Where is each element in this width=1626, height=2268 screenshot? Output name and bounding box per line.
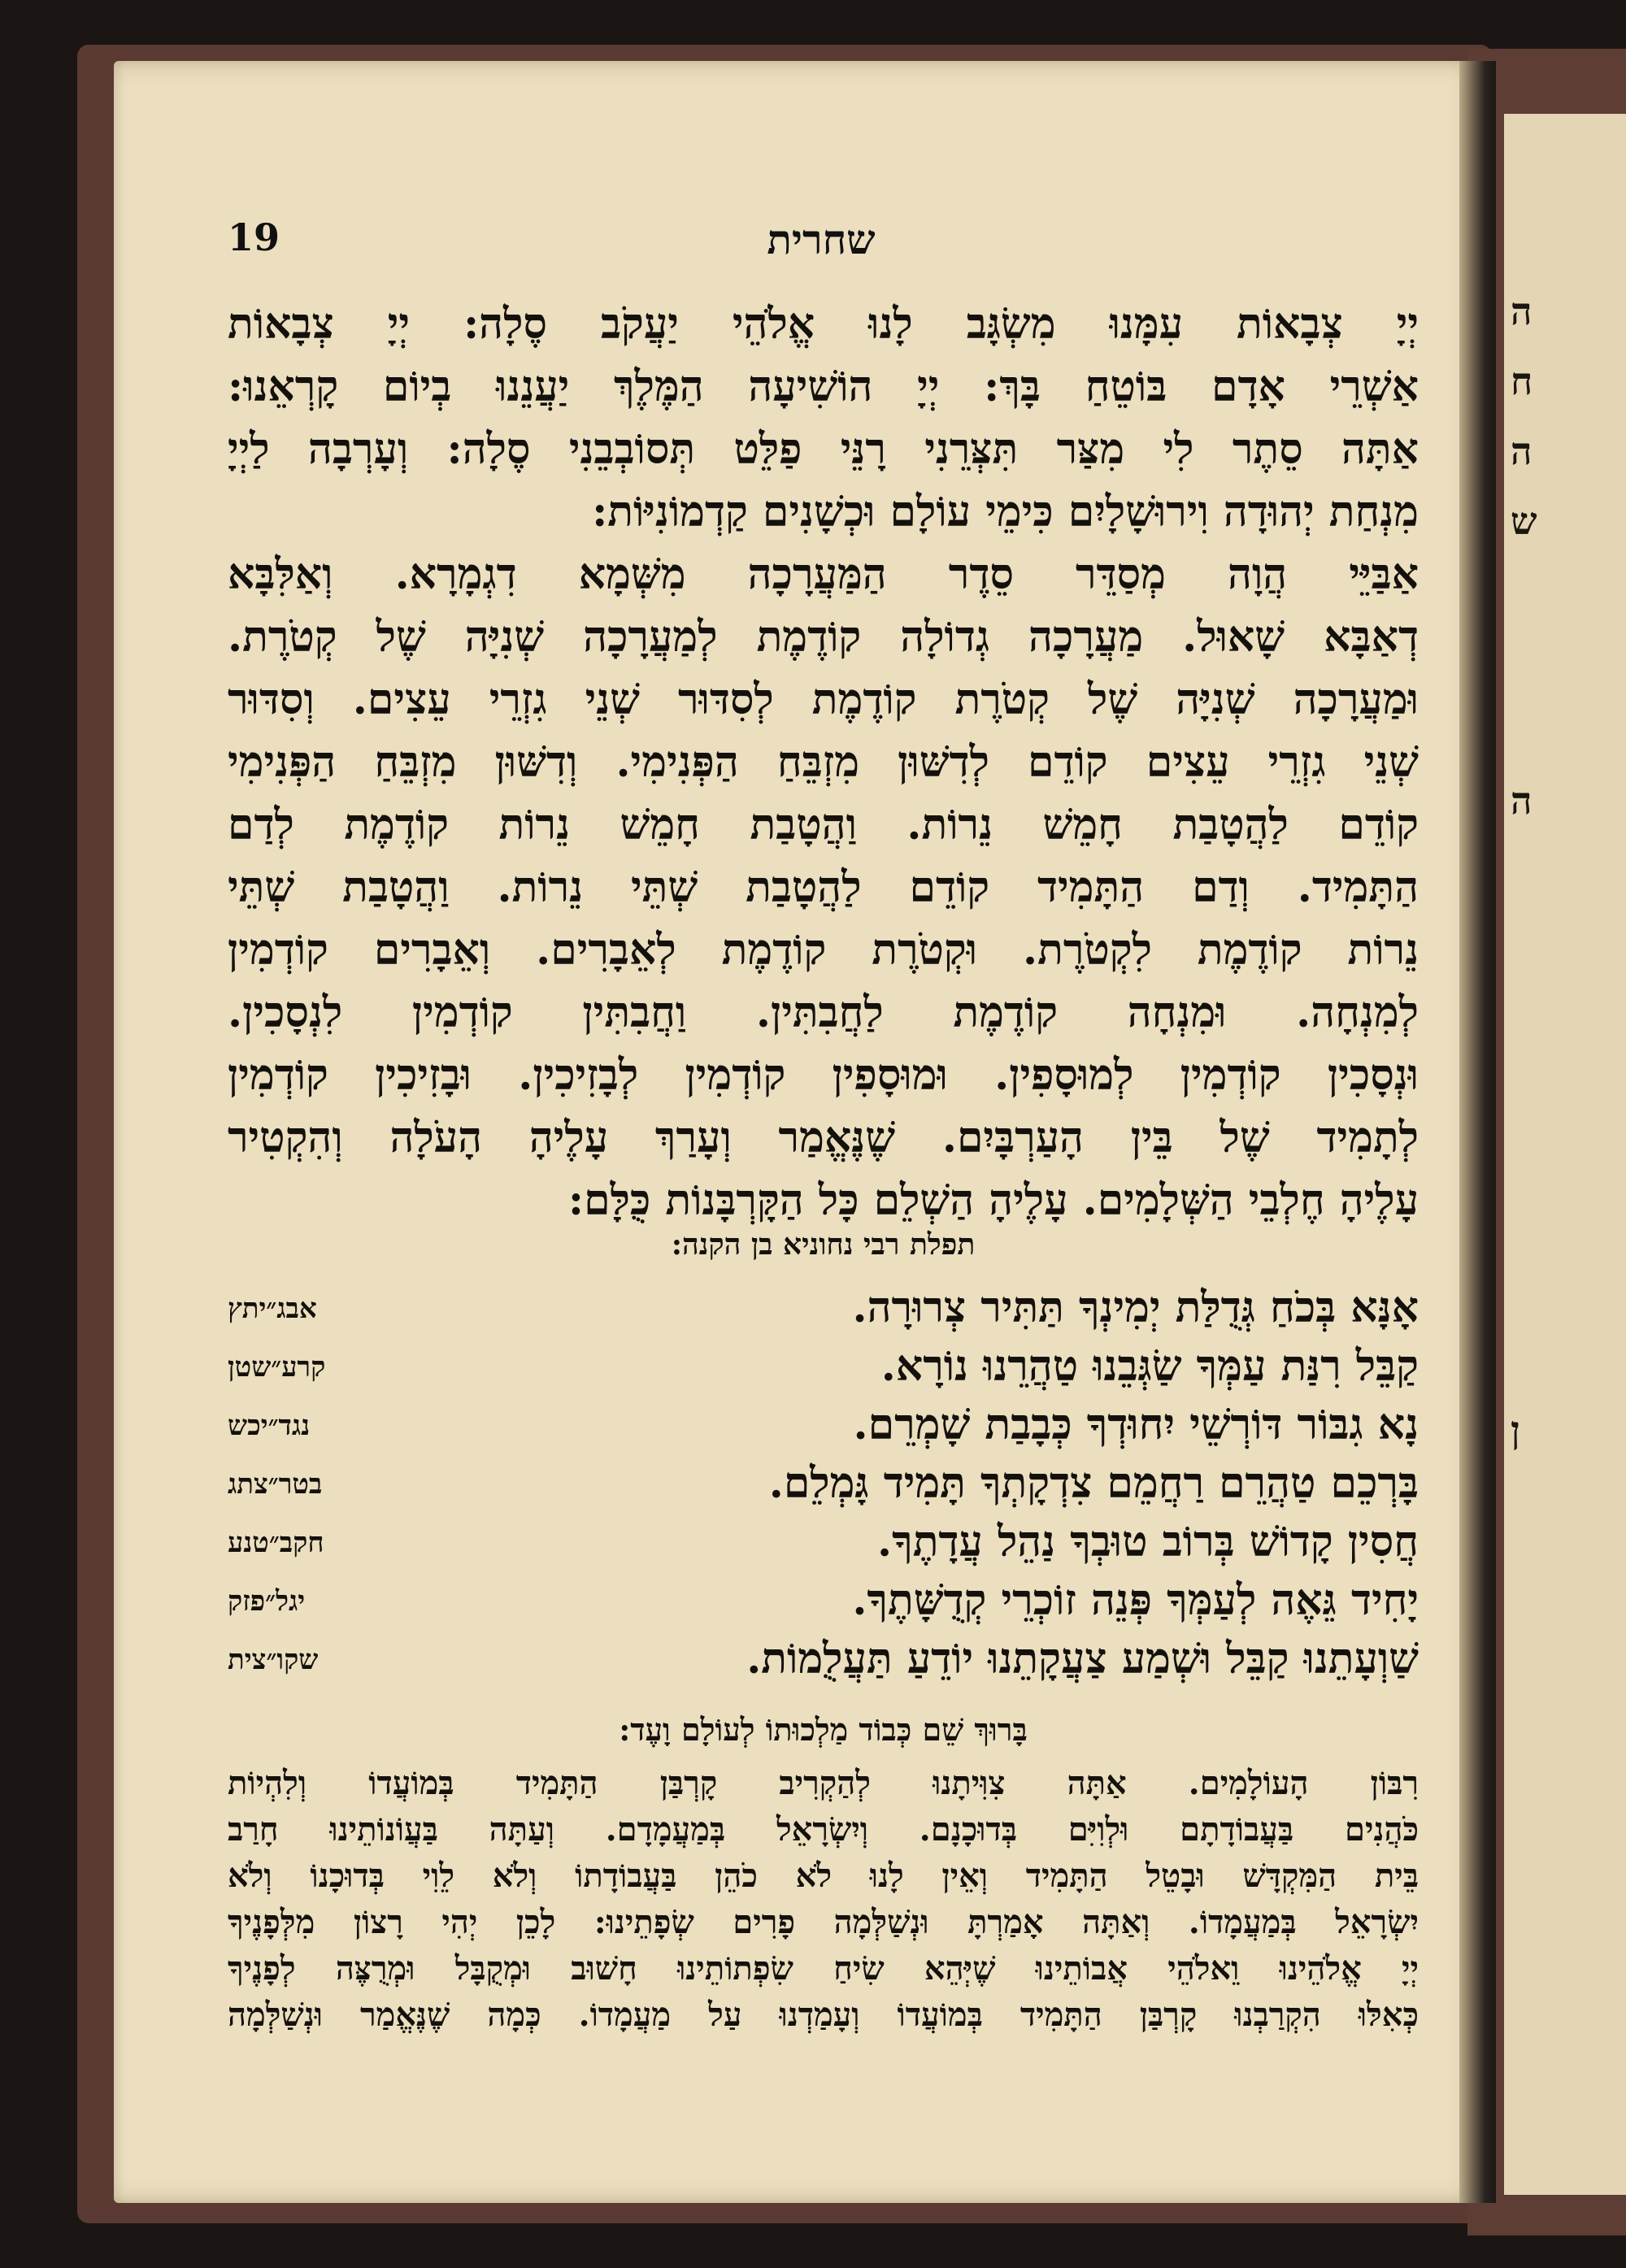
text-line-small: יִשְׂרָאֵל בְּמַעֲמָדוֹ. וְאַתָּה אָמַרְתָּ וּנְשַׁלְּמָה פָרִים שְׂפָתֵינוּ: לָכֵן יְהִי רָצוֹן מִלְּפָנֶיךָ (228, 1903, 1419, 1941)
facing-fragment (1511, 1884, 1626, 1954)
text-line-small: בֵּית הַמִּקְדָּשׁ וּבָטֵל הַתָּמִיד וְאֵין לָנוּ לֹא כֹהֵן בַּעֲבוֹדָתוֹ וְלֹא לֵוִי בְּדוּכָנוֹ וְלֹא (228, 1857, 1419, 1895)
text-line-small: כֹּהֲנִים בַּעֲבוֹדָתָם וּלְוִיִּם בְּדוּכָנָם. וְיִשְׂרָאֵל בְּמַעֲמָדָם. וְעַתָּה בַּעֲוֹנוֹתֵינוּ חָרַב (228, 1810, 1419, 1849)
text-line: עָלֶיהָ חֶלְבֵי הַשְּׁלָמִים. עָלֶיהָ הַשְׁלֵם כָּל הַקָּרְבָּנוֹת כֻּלָּם: (567, 1175, 1419, 1225)
small-text-block (228, 1760, 1419, 2038)
facing-fragment (1511, 2024, 1626, 2094)
facing-fragment (1511, 975, 1626, 1045)
text-line: לְמִנְחָה. וּמִנְחָה קוֹדֶמֶת לַחֲבִתִּין. וַחֲבִתִּין קוֹדְמִין לִנְסָכִין. (228, 988, 1419, 1037)
page-number: 19 (228, 215, 280, 259)
text-line: הַתָּמִיד. וְדַם הַתָּמִיד קוֹדֵם לַהֲטָבַת שְׁתֵּי נֵרוֹת. וַהֲטָבַת שְׁתֵּי (228, 862, 1419, 912)
text-line: וּנְסָכִין קוֹדְמִין לְמוּסָפִין. וּמוּסָפִין קוֹדְמִין לְבָזִיכִין. וּבָזִיכִין קוֹדְמִין (228, 1050, 1419, 1100)
prayer-verse: שַׁוְעָתֵנוּ קַבֵּל וּשְׁמַע צַעֲקָתֵנוּ יוֹדֵעַ תַּעֲלֻמוֹת. (746, 1634, 1419, 1684)
prayer-verse: בָּרְכֵם טַהֲרֵם רַחֲמֵם צִדְקָתְךָ תָּמִיד גָּמְלֵם. (768, 1458, 1419, 1508)
text-line: אַתָּה סֵתֶר לִי מִצַּר תִּצְּרֵנִי רָנֵּי פַלֵּט תְּסוֹבְבֵנִי סֶלָה: וְעָרְבָה לַיְיָ (228, 424, 1419, 474)
facing-fragment (1511, 1115, 1626, 1185)
facing-fragment (1511, 836, 1626, 906)
prayer-verse: קַבֵּל רִנַּת עַמְּךָ שַׂגְּבֵנוּ טַהֲרֵנוּ נוֹרָא. (880, 1341, 1419, 1391)
facing-fragment: ש (1511, 499, 1537, 543)
main-text-block (228, 293, 1419, 1232)
text-line: דְאַבָּא שָׁאוּל. מַעֲרָכָה גְדוֹלָה קוֹדֶמֶת לְמַעֲרָכָה שְׁנִיָּה שֶׁל קְטֹרֶת. (228, 612, 1419, 662)
facing-fragment (1511, 2094, 1626, 2164)
facing-page (1504, 114, 1626, 2195)
facing-fragment (1511, 1744, 1626, 1814)
facing-fragment (1511, 696, 1626, 766)
prayer-verse: יָחִיד גֵּאֶה לְעַמְּךָ פְּנֵה זוֹכְרֵי קְדֻשָּׁתֶךָ. (852, 1575, 1419, 1625)
prayer-row (228, 1513, 1419, 1571)
prayer-row (228, 1279, 1419, 1337)
text-line: מִנְחַת יְהוּדָה וִירוּשָׁלָיִם כִּימֵי עוֹלָם וּכְשָׁנִים קַדְמוֹנִיּוֹת: (592, 487, 1419, 537)
acronym-label: קרע״שטן (228, 1351, 326, 1384)
text-line: לְתָמִיד שֶׁל בֵּין הָעַרְבָּיִם. שֶׁנֶּאֱמַר וְעָרַךְ עָלֶיהָ הָעֹלָה וְהִקְטִיר (228, 1113, 1419, 1162)
facing-fragment (1511, 1045, 1626, 1115)
book-gutter (1459, 61, 1496, 2203)
facing-fragment (1511, 1535, 1626, 1605)
acronym-label: יגל״פזק (228, 1585, 306, 1618)
text-line-small: רִבּוֹן הָעוֹלָמִים. אַתָּה צִוִּיתָנוּ לְהַקְרִיב קָרְבַּן הַתָּמִיד בְּמוֹעֲדוֹ וְלִהְיוֹת (228, 1764, 1419, 1802)
facing-page-fragments (1504, 114, 1626, 2195)
prayer-verse: חֲסִין קָדוֹשׁ בְּרוֹב טוּבְךָ נַהֵל עֲדָתֶךָ. (877, 1517, 1419, 1566)
facing-fragment (1511, 1814, 1626, 1884)
acronym-label: אבג״יתץ (228, 1293, 317, 1325)
ana-bekoach-prayer (228, 1279, 1419, 1688)
facing-fragment (1511, 2164, 1626, 2195)
page-header (228, 215, 1415, 272)
text-line-small: כְּאִלּוּ הִקְרַבְנוּ קָרְבַּן הַתָּמִיד בְּמוֹעֲדוֹ וְעָמַדְנוּ עַל מַעֲמָדוֹ. כְּמָה שֶׁנֶּאֱמַר וּנְשַׁלְּמָה (228, 1996, 1419, 2034)
acronym-label: חקב״טנע (228, 1527, 324, 1559)
acronym-label: נגד״יכש (228, 1410, 311, 1442)
facing-fragment (1511, 556, 1626, 626)
text-line: יְיָ צְבָאוֹת עִמָּנוּ מִשְׂגָּב לָנוּ אֱלֹהֵי יַעֲקֹב סֶלָה: יְיָ צְבָאוֹת (228, 299, 1419, 349)
facing-fragment: ח (1511, 359, 1533, 403)
text-line-small: יְיָ אֱלֹהֵינוּ וֵאלֹהֵי אֲבוֹתֵינוּ שֶׁיְּהֵא שִׂיחַ שִׂפְתוֹתֵינוּ חָשׁוּב וּמְקֻבָּל וּמְרֻצֶּה לְפָנֶיךָ (228, 1949, 1419, 1988)
text-line: וּמַעֲרָכָה שְׁנִיָּה שֶׁל קְטֹרֶת קוֹדֶמֶת לְסִדּוּר שְׁנֵי גִזְרֵי עֵצִים. וְסִדּוּר (228, 675, 1419, 724)
prayer-row (228, 1454, 1419, 1513)
facing-fragment (1511, 1605, 1626, 1675)
facing-fragment (1511, 1954, 1626, 2024)
text-line: אַבַּיֵּי הֲוָה מְסַדֵּר סֵדֶר הַמַּעֲרָכָה מִשְּׁמָא דִגְמָרָא. וְאַלִּבָּא (228, 550, 1419, 599)
prayer-row (228, 1337, 1419, 1396)
facing-fragment (1511, 1185, 1626, 1255)
acronym-label: שקו״צית (228, 1644, 319, 1676)
text-line: אַשְׁרֵי אָדָם בּוֹטֵחַ בָּךְ: יְיָ הוֹשִׁיעָה הַמֶּלֶךְ יַעֲנֵנוּ בְיוֹם קָרְאֵנוּ: (228, 362, 1419, 411)
text-line: קוֹדֵם לַהֲטָבַת חָמֵשׁ נֵרוֹת. וַהֲטָבַת חָמֵשׁ נֵרוֹת קוֹדֶמֶת לְדַם (228, 800, 1419, 849)
prayer-caption: תפלת רבי נחוניא בן הקנה: (671, 1227, 976, 1262)
facing-fragment: ה (1511, 779, 1533, 823)
facing-fragment (1511, 1465, 1626, 1535)
baruch-shem-line: בָּרוּךְ שֵׁם כְּבוֹד מַלְכוּתוֹ לְעוֹלָם וָעֶד: (619, 1711, 1028, 1748)
prayer-verse: אָנָּא בְּכֹחַ גְּדֻלַּת יְמִינְךָ תַּתִּיר צְרוּרָה. (852, 1283, 1419, 1332)
prayer-row (228, 1630, 1419, 1688)
text-line: שְׁנֵי גִזְרֵי עֵצִים קוֹדֵם לְדִשּׁוּן מִזְבֵּחַ הַפְּנִימִי. וְדִשּׁוּן מִזְבֵּחַ הַפְּנִימִי (228, 737, 1419, 787)
facing-fragment (1511, 1675, 1626, 1744)
prayer-row (228, 1396, 1419, 1454)
prayer-row (228, 1571, 1419, 1630)
facing-fragment: ה (1511, 289, 1533, 333)
text-line: נֵרוֹת קוֹדֶמֶת לִקְטֹרֶת. וּקְטֹרֶת קוֹדֶמֶת לְאֵבָרִים. וְאֵבָרִים קוֹדְמִין (228, 925, 1419, 975)
running-title: שחרית (767, 215, 876, 263)
facing-fragment (1511, 1325, 1626, 1395)
acronym-label: בטר״צתג (228, 1468, 323, 1501)
facing-fragment: ה (1511, 429, 1533, 473)
facing-fragment: ן (1511, 1408, 1520, 1452)
facing-fragment (1511, 626, 1626, 696)
facing-fragment (1511, 1255, 1626, 1325)
prayer-verse: נָא גִבּוֹר דּוֹרְשֵׁי יִחוּדְךָ כְּבָבַת שָׁמְרֵם. (853, 1400, 1419, 1449)
facing-fragment (1511, 906, 1626, 975)
